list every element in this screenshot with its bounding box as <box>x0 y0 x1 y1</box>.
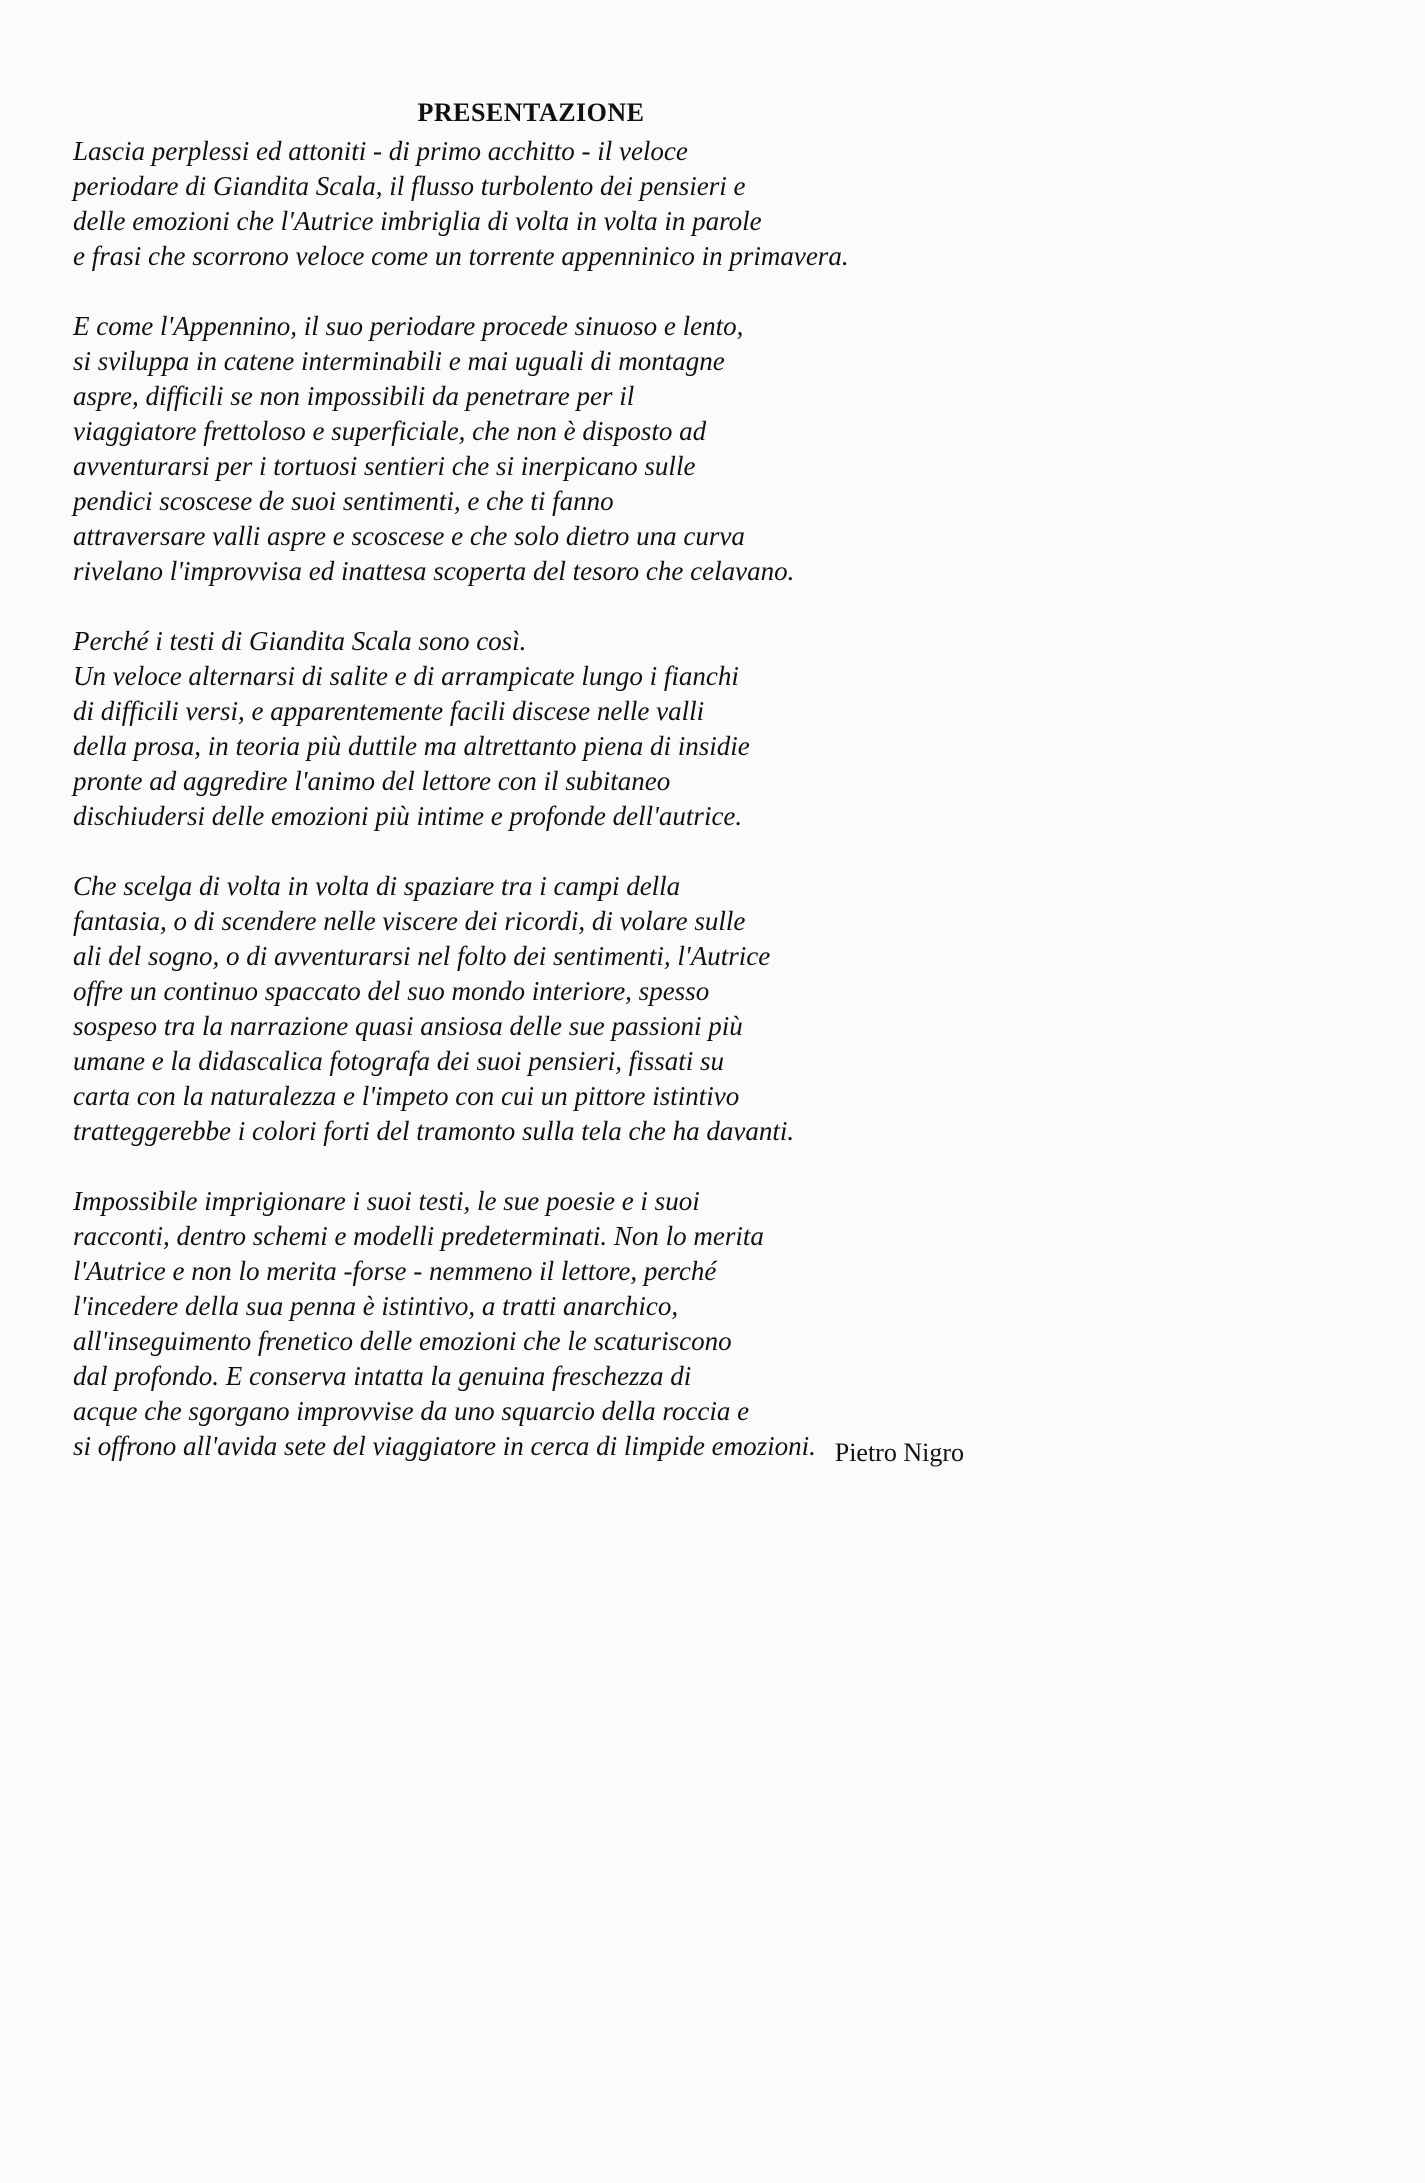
text-line: all'inseguimento frenetico delle emozioni che le scaturiscono <box>73 1326 732 1356</box>
paragraph-4 <box>73 869 983 1149</box>
text-line: pronte ad aggredire l'animo del lettore con il subitaneo <box>73 766 671 796</box>
text-line: Che scelga di volta in volta di spaziare tra i campi della <box>73 871 681 901</box>
text-line: ali del sogno, o di avventurarsi nel folto dei sentimenti, l'Autrice <box>73 941 771 971</box>
text-line: si sviluppa in catene interminabili e mai uguali di montagne <box>73 346 725 376</box>
text-line: E come l'Appennino, il suo periodare procede sinuoso e lento, <box>73 311 744 341</box>
text-line: carta con la naturalezza e l'impeto con cui un pittore istintivo <box>73 1081 740 1111</box>
page-title: PRESENTAZIONE <box>417 98 645 127</box>
text-line: dischiudersi delle emozioni più intime e profonde dell'autrice. <box>73 801 743 831</box>
paragraph-5 <box>73 1184 983 1464</box>
text-line: e frasi che scorrono veloce come un torrente appenninico in primavera. <box>73 241 849 271</box>
text-line: l'incedere della sua penna è istintivo, a tratti anarchico, <box>73 1291 679 1321</box>
text-line: racconti, dentro schemi e modelli predeterminati. Non lo merita <box>73 1221 764 1251</box>
text-line: dal profondo. E conserva intatta la genuina freschezza di <box>73 1361 692 1391</box>
text-line: avventurarsi per i tortuosi sentieri che si inerpicano sulle <box>73 451 696 481</box>
text-line: rivelano l'improvvisa ed inattesa scoperta del tesoro che celavano. <box>73 556 795 586</box>
paragraph-1 <box>73 134 983 274</box>
text-line: della prosa, in teoria più duttile ma altrettanto piena di insidie <box>73 731 750 761</box>
text-line: Perché i testi di Giandita Scala sono così. <box>73 626 527 656</box>
text-line: di difficili versi, e apparentemente facili discese nelle valli <box>73 696 705 726</box>
author-signature: Pietro Nigro <box>834 1438 964 1467</box>
text-line: pendici scoscese de suoi sentimenti, e che ti fanno <box>73 486 614 516</box>
text-line: aspre, difficili se non impossibili da penetrare per il <box>73 381 635 411</box>
paragraph-3 <box>73 624 983 834</box>
text-line: acque che sgorgano improvvise da uno squarcio della roccia e <box>73 1396 750 1426</box>
text-line: offre un continuo spaccato del suo mondo interiore, spesso <box>73 976 710 1006</box>
text-line: l'Autrice e non lo merita -forse - nemmeno il lettore, perché <box>73 1256 717 1286</box>
text-line: Impossibile imprigionare i suoi testi, le sue poesie e i suoi <box>73 1186 700 1216</box>
text-line: fantasia, o di scendere nelle viscere dei ricordi, di volare sulle <box>73 906 746 936</box>
text-line: viaggiatore frettoloso e superficiale, che non è disposto ad <box>73 416 707 446</box>
text-line: Lascia perplessi ed attoniti - di primo acchitto - il veloce <box>73 136 688 166</box>
text-line: attraversare valli aspre e scoscese e che solo dietro una curva <box>73 521 745 551</box>
text-line: Un veloce alternarsi di salite e di arrampicate lungo i fianchi <box>73 661 739 691</box>
text-line: umane e la didascalica fotografa dei suoi pensieri, fissati su <box>73 1046 724 1076</box>
text-line: si offrono all'avida sete del viaggiatore in cerca di limpide emozioni. <box>73 1431 816 1461</box>
text-line: sospeso tra la narrazione quasi ansiosa delle sue passioni più <box>73 1011 743 1041</box>
body-text <box>73 134 983 1464</box>
paragraph-2 <box>73 309 983 589</box>
text-line: delle emozioni che l'Autrice imbriglia di volta in volta in parole <box>73 206 762 236</box>
text-line: periodare di Giandita Scala, il flusso turbolento dei pensieri e <box>73 171 746 201</box>
text-line: tratteggerebbe i colori forti del tramonto sulla tela che ha davanti. <box>73 1116 795 1146</box>
